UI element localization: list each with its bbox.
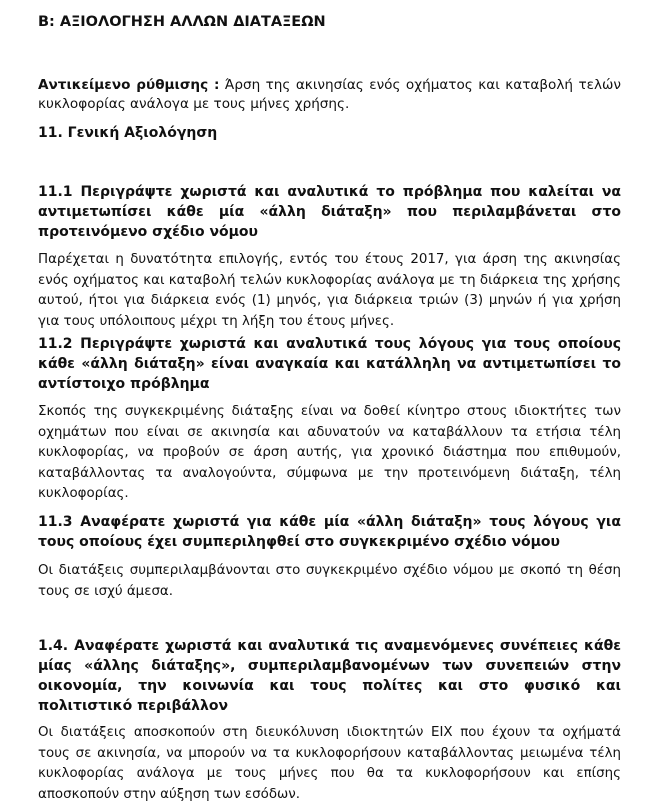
general-assessment-heading: 11. Γενική Αξιολόγηση — [38, 125, 218, 141]
question-11-2: 11.2 Περιγράψτε χωριστά και αναλυτικά τους λόγους για τους οποίους κάθε «άλλη διάταξη» είναι αναγκαία και κατάλληλη να αντιμετωπίσει το αντίστοιχο πρόβλημα — [38, 336, 621, 392]
question-11-3: 11.3 Αναφέρατε χωριστά για κάθε μία «άλλη διάταξη» τους λόγους για τους οποίους έχει συμπεριληφθεί στο συγκεκριμένο σχέδιο νόμου — [38, 514, 621, 550]
question-1-4: 1.4. Αναφέρατε χωριστά και αναλυτικά τις αναμενόμενες συνέπειες κάθε μίας «άλλης διάταξης», συμπεριλαμβανομένων των συνεπειών στην οικονομία, την κοινωνία και τους πολίτες και στο φυσικό και πολιτιστικό περιβάλλον — [38, 638, 621, 714]
subject-paragraph — [38, 76, 621, 114]
subject-label: Αντικείμενο ρύθμισης : — [38, 77, 220, 93]
subject-text: Άρση της ακινησίας ενός οχήματος και καταβολή τελών κυκλοφορίας ανάλογα με τους μήνες χρήσης. — [38, 77, 622, 112]
answer-11-1: Παρέχεται η δυνατότητα επιλογής, εντός του έτους 2017, για άρση της ακινησίας ενός οχήματος και καταβολή τελών κυκλοφορίας ανάλογα με τη διάρκεια της χρήσης αυτού, ήτοι για διάρκεια ενός (1) μηνός, για διάρκεια τριών (3) μηνών ή για χρήση για τους υπόλοιπους μέχρι τη λήξη του έτους μήνες. — [38, 252, 621, 329]
answer-11-3: Οι διατάξεις συμπεριλαμβάνονται στο συγκεκριμένο σχέδιο νόμου με σκοπό τη θέση τους σε ισχύ άμεσα. — [38, 563, 621, 599]
section-title: Β: ΑΞΙΟΛΟΓΗΣΗ ΑΛΛΩΝ ΔΙΑΤΑΞΕΩΝ — [38, 14, 326, 30]
answer-1-4: Οι διατάξεις αποσκοπούν στη διευκόλυνση ιδιοκτητών ΕΙΧ που έχουν τα οχήματά τους σε ακινησία, να μπορούν να τα κυκλοφορήσουν καταβάλλοντας μειωμένα τέλη κυκλοφορίας ανάλογα με τους μήνες που θα τα κυκλοφορήσουν και επίσης αποσκοπούν στην αύξηση των εσόδων. — [38, 725, 621, 802]
answer-11-2: Σκοπός της συγκεκριμένης διάταξης είναι να δοθεί κίνητρο στους ιδιοκτήτες των οχημάτων που είναι σε ακινησία και αδυνατούν να καταβάλλουν τα ετήσια τέλη κυκλοφορίας, να προβούν σε άρση αυτής, για χρονικό διάστημα που επιθυμούν, καταβάλλοντας τα αναλογούντα, σύμφωνα με την προτεινόμενη διάταξη, τέλη κυκλοφορίας. — [38, 404, 621, 501]
question-11-1: 11.1 Περιγράψτε χωριστά και αναλυτικά το πρόβλημα που καλείται να αντιμετωπίσει κάθε μία «άλλη διάταξη» που περιλαμβάνεται στο προτεινόμενο σχέδιο νόμου — [38, 184, 621, 240]
